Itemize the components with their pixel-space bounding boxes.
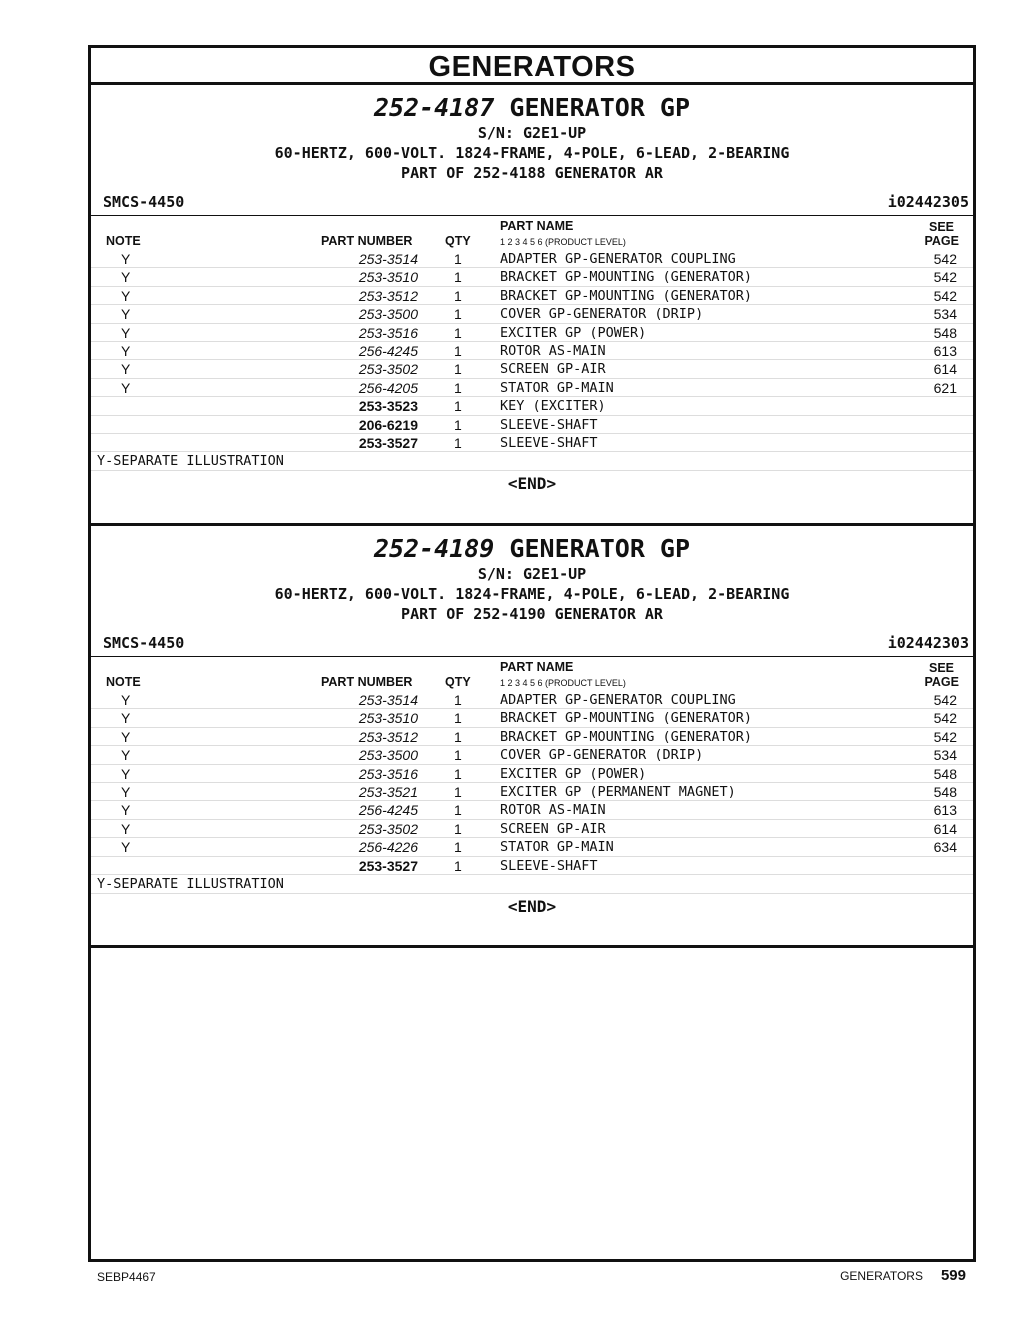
part-name-cell: ADAPTER GP-GENERATOR COUPLING xyxy=(500,251,736,267)
qty-cell: 1 xyxy=(454,820,462,837)
header-see: SEE xyxy=(928,220,954,234)
page-banner: GENERATORS xyxy=(91,48,973,85)
part-number-cell: 253-3502 xyxy=(358,361,418,378)
header-qty: QTY xyxy=(445,234,471,248)
table-row xyxy=(91,820,973,838)
part-of: PART OF 252-4188 GENERATOR AR xyxy=(401,164,663,182)
note-cell: Y xyxy=(121,251,131,267)
footnote: Y-SEPARATE ILLUSTRATION xyxy=(91,875,973,894)
table-row xyxy=(91,397,973,415)
table-row xyxy=(91,434,973,452)
table-row xyxy=(91,416,973,434)
see-page-cell: 613 xyxy=(933,342,957,359)
qty-cell: 1 xyxy=(454,269,462,286)
part-number-cell: 253-3512 xyxy=(358,287,418,304)
table-header xyxy=(91,656,973,691)
part-name-cell: SCREEN GP-AIR xyxy=(500,361,606,378)
see-page-cell: 542 xyxy=(933,692,957,708)
see-page-cell: 542 xyxy=(933,269,957,286)
header-product-levels: 1 2 3 4 5 6 (PRODUCT LEVEL) xyxy=(500,678,626,688)
parts-table xyxy=(91,691,973,875)
table-row xyxy=(91,324,973,342)
note-cell: Y xyxy=(121,269,131,286)
qty-cell: 1 xyxy=(454,765,462,782)
note-cell: Y xyxy=(121,342,131,359)
table-row xyxy=(91,765,973,783)
qty-cell: 1 xyxy=(454,710,462,727)
part-name-cell: SLEEVE-SHAFT xyxy=(500,857,598,874)
group-name: GENERATOR GP xyxy=(509,534,691,563)
note-cell: Y xyxy=(121,287,131,304)
see-page-cell: 548 xyxy=(933,765,957,782)
end-marker: <END> xyxy=(507,896,557,916)
parts-section xyxy=(91,534,973,948)
header-part-number: PART NUMBER xyxy=(321,675,413,689)
table-row xyxy=(91,746,973,764)
table-row xyxy=(91,691,973,709)
see-page-cell: 621 xyxy=(933,379,957,396)
header-page: PAGE xyxy=(924,675,959,689)
group-number: 252-4187 xyxy=(373,93,495,122)
part-of: PART OF 252-4190 GENERATOR AR xyxy=(401,605,663,623)
group-title xyxy=(91,534,973,564)
see-page-cell: 542 xyxy=(933,728,957,745)
table-row xyxy=(91,709,973,727)
qty-cell: 1 xyxy=(454,251,462,267)
footnote: Y-SEPARATE ILLUSTRATION xyxy=(91,452,973,471)
table-row xyxy=(91,360,973,378)
table-row xyxy=(91,250,973,268)
note-cell: Y xyxy=(121,710,131,727)
header-see: SEE xyxy=(928,661,954,675)
part-name-cell: EXCITER GP (PERMANENT MAGNET) xyxy=(500,783,736,800)
note-cell: Y xyxy=(121,692,131,708)
footer-section: GENERATORS xyxy=(840,1269,923,1283)
note-cell: Y xyxy=(121,361,131,378)
qty-cell: 1 xyxy=(454,434,462,451)
note-cell: Y xyxy=(121,728,131,745)
part-number-cell: 206-6219 xyxy=(358,416,418,433)
page-frame xyxy=(88,45,976,1262)
note-cell: Y xyxy=(121,324,131,341)
part-name-cell: SLEEVE-SHAFT xyxy=(500,434,598,451)
qty-cell: 1 xyxy=(454,324,462,341)
group-name: GENERATOR GP xyxy=(509,93,691,122)
table-row xyxy=(91,305,973,323)
qty-cell: 1 xyxy=(454,728,462,745)
note-cell: Y xyxy=(121,839,131,856)
part-number-cell: 253-3514 xyxy=(358,251,418,267)
group-number: 252-4189 xyxy=(373,534,495,563)
table-row xyxy=(91,801,973,819)
group-title xyxy=(91,93,973,123)
part-number-cell: 253-3527 xyxy=(358,434,418,451)
see-page-cell: 542 xyxy=(933,287,957,304)
qty-cell: 1 xyxy=(454,747,462,764)
note-cell: Y xyxy=(121,747,131,764)
header-page: PAGE xyxy=(924,234,959,248)
part-name-cell: COVER GP-GENERATOR (DRIP) xyxy=(500,747,704,764)
qty-cell: 1 xyxy=(454,398,462,415)
part-number-cell: 256-4205 xyxy=(358,379,418,396)
note-cell: Y xyxy=(121,765,131,782)
part-name-cell: COVER GP-GENERATOR (DRIP) xyxy=(500,306,704,323)
group-description: 60-HERTZ, 600-VOLT. 1824-FRAME, 4-POLE, 6-LEAD, 2-BEARING xyxy=(274,144,790,162)
end-marker: <END> xyxy=(507,474,557,494)
part-name-cell: EXCITER GP (POWER) xyxy=(500,765,647,782)
part-name-cell: STATOR GP-MAIN xyxy=(500,379,614,396)
see-page-cell: 534 xyxy=(933,747,957,764)
illustration-id: i02442303 xyxy=(887,634,969,652)
part-name-cell: BRACKET GP-MOUNTING (GENERATOR) xyxy=(500,710,752,727)
table-row xyxy=(91,342,973,360)
part-number-cell: 253-3516 xyxy=(358,324,418,341)
table-row xyxy=(91,287,973,305)
qty-cell: 1 xyxy=(454,416,462,433)
smcs-code: SMCS-4450 xyxy=(103,193,185,211)
header-qty: QTY xyxy=(445,675,471,689)
note-cell: Y xyxy=(121,802,131,819)
part-name-cell: ROTOR AS-MAIN xyxy=(500,342,606,359)
part-number-cell: 253-3521 xyxy=(358,783,418,800)
part-name-cell: SLEEVE-SHAFT xyxy=(500,416,598,433)
see-page-cell: 614 xyxy=(933,361,957,378)
qty-cell: 1 xyxy=(454,802,462,819)
qty-cell: 1 xyxy=(454,361,462,378)
header-part-number: PART NUMBER xyxy=(321,234,413,248)
part-number-cell: 256-4226 xyxy=(358,839,418,856)
serial-number: S/N: G2E1-UP xyxy=(477,124,587,142)
note-cell: Y xyxy=(121,820,131,837)
part-name-cell: ADAPTER GP-GENERATOR COUPLING xyxy=(500,692,736,708)
part-number-cell: 253-3516 xyxy=(358,765,418,782)
qty-cell: 1 xyxy=(454,379,462,396)
part-name-cell: SCREEN GP-AIR xyxy=(500,820,606,837)
table-row xyxy=(91,728,973,746)
part-name-cell: BRACKET GP-MOUNTING (GENERATOR) xyxy=(500,728,752,745)
section-meta xyxy=(91,630,973,656)
table-row xyxy=(91,857,973,875)
qty-cell: 1 xyxy=(454,783,462,800)
qty-cell: 1 xyxy=(454,287,462,304)
part-number-cell: 253-3510 xyxy=(358,269,418,286)
page-number: 599 xyxy=(940,1267,966,1284)
section-meta xyxy=(91,189,973,215)
note-cell: Y xyxy=(121,783,131,800)
qty-cell: 1 xyxy=(454,342,462,359)
part-number-cell: 253-3510 xyxy=(358,710,418,727)
see-page-cell: 534 xyxy=(933,306,957,323)
part-number-cell: 253-3514 xyxy=(358,692,418,708)
part-number-cell: 253-3523 xyxy=(358,398,418,415)
table-row xyxy=(91,268,973,286)
part-name-cell: EXCITER GP (POWER) xyxy=(500,324,647,341)
part-number-cell: 253-3527 xyxy=(358,857,418,874)
parts-section xyxy=(91,93,973,526)
header-note: NOTE xyxy=(106,675,141,689)
document-number: SEBP4467 xyxy=(97,1270,156,1284)
see-page-cell: 542 xyxy=(933,710,957,727)
see-page-cell: 613 xyxy=(933,802,957,819)
qty-cell: 1 xyxy=(454,692,462,708)
part-name-cell: STATOR GP-MAIN xyxy=(500,839,614,856)
qty-cell: 1 xyxy=(454,857,462,874)
see-page-cell: 542 xyxy=(933,251,957,267)
part-name-cell: ROTOR AS-MAIN xyxy=(500,802,606,819)
see-page-cell: 634 xyxy=(933,839,957,856)
part-name-cell: KEY (EXCITER) xyxy=(500,398,606,415)
table-row xyxy=(91,838,973,856)
see-page-cell: 614 xyxy=(933,820,957,837)
table-header xyxy=(91,215,973,250)
part-number-cell: 253-3500 xyxy=(358,747,418,764)
part-number-cell: 256-4245 xyxy=(358,342,418,359)
part-number-cell: 253-3502 xyxy=(358,820,418,837)
qty-cell: 1 xyxy=(454,306,462,323)
header-part-name: PART NAME xyxy=(500,660,574,674)
note-cell: Y xyxy=(121,306,131,323)
part-name-cell: BRACKET GP-MOUNTING (GENERATOR) xyxy=(500,287,752,304)
smcs-code: SMCS-4450 xyxy=(103,634,185,652)
part-name-cell: BRACKET GP-MOUNTING (GENERATOR) xyxy=(500,269,752,286)
header-note: NOTE xyxy=(106,234,141,248)
parts-table xyxy=(91,250,973,452)
qty-cell: 1 xyxy=(454,839,462,856)
header-part-name: PART NAME xyxy=(500,219,574,233)
table-row xyxy=(91,783,973,801)
see-page-cell: 548 xyxy=(933,783,957,800)
table-row xyxy=(91,379,973,397)
part-number-cell: 253-3512 xyxy=(358,728,418,745)
page-footer xyxy=(840,1267,966,1284)
illustration-id: i02442305 xyxy=(887,193,969,211)
note-cell: Y xyxy=(121,379,131,396)
part-number-cell: 253-3500 xyxy=(358,306,418,323)
serial-number: S/N: G2E1-UP xyxy=(477,565,587,583)
header-product-levels: 1 2 3 4 5 6 (PRODUCT LEVEL) xyxy=(500,237,626,247)
see-page-cell: 548 xyxy=(933,324,957,341)
part-number-cell: 256-4245 xyxy=(358,802,418,819)
group-description: 60-HERTZ, 600-VOLT. 1824-FRAME, 4-POLE, 6-LEAD, 2-BEARING xyxy=(274,585,790,603)
